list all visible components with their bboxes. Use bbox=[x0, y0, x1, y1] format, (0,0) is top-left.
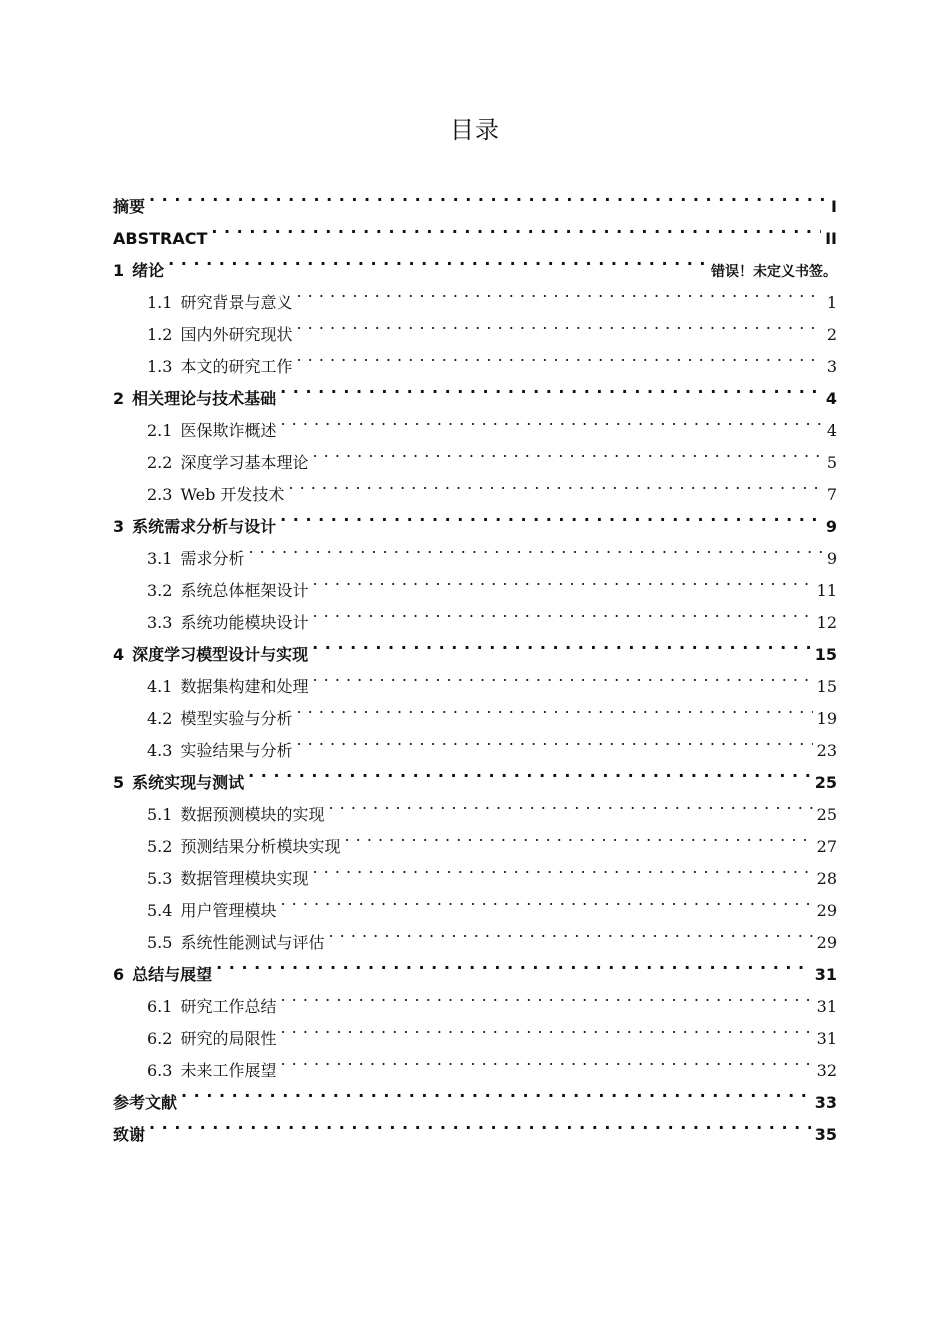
toc-dot-leader bbox=[248, 756, 811, 788]
toc-dot-leader bbox=[296, 276, 822, 308]
toc-entry-number: 6.3 bbox=[147, 1061, 173, 1080]
toc-page-number: 12 bbox=[816, 613, 837, 632]
table-of-contents bbox=[113, 180, 837, 1144]
toc-entry-number: 3.3 bbox=[147, 613, 173, 632]
toc-entry-number: 4.1 bbox=[147, 677, 173, 696]
toc-page-number: 19 bbox=[816, 709, 837, 728]
toc-entry-number: 3.2 bbox=[147, 581, 173, 600]
toc-entry-number: 2.1 bbox=[147, 421, 173, 440]
toc-dot-leader bbox=[312, 436, 822, 468]
toc-page-number: 31 bbox=[816, 997, 837, 1016]
toc-entry-title: Web 开发技术 bbox=[180, 485, 285, 504]
toc-dot-leader bbox=[296, 724, 812, 756]
toc-page-number: 32 bbox=[816, 1061, 837, 1080]
toc-page-number: I bbox=[831, 197, 837, 216]
toc-entry-title: 系统功能模块设计 bbox=[180, 613, 309, 632]
toc-page-number: 25 bbox=[814, 773, 837, 792]
toc-entry-title: 数据集构建和处理 bbox=[180, 677, 309, 696]
toc-entry-title: ABSTRACT bbox=[113, 229, 208, 248]
toc-page-number: 1 bbox=[826, 293, 837, 312]
toc-dot-leader bbox=[296, 308, 822, 340]
toc-entry-title: 绪论 bbox=[132, 261, 165, 280]
toc-dot-leader bbox=[168, 244, 707, 276]
toc-page-number: 4 bbox=[825, 389, 837, 408]
toc-entry-number: 4.2 bbox=[147, 709, 173, 728]
toc-entry-title: 深度学习模型设计与实现 bbox=[132, 645, 309, 664]
toc-entry-number: 1 bbox=[113, 261, 125, 280]
toc-dot-leader bbox=[280, 372, 822, 404]
toc-entry-title: 本文的研究工作 bbox=[180, 357, 293, 376]
toc-entry-number: 5.5 bbox=[147, 933, 173, 952]
toc-entry-title: 总结与展望 bbox=[132, 965, 213, 984]
toc-dot-leader bbox=[248, 532, 822, 564]
toc-entry-number: 2.3 bbox=[147, 485, 173, 504]
toc-page-number: 25 bbox=[816, 805, 837, 824]
toc-dot-leader bbox=[328, 788, 812, 820]
toc-entry-title: 摘要 bbox=[113, 197, 146, 216]
toc-entry-title: 研究的局限性 bbox=[180, 1029, 277, 1048]
toc-entry-number: 5.3 bbox=[147, 869, 173, 888]
toc-entry-number: 5.1 bbox=[147, 805, 173, 824]
toc-chapter-entry[interactable] bbox=[113, 1108, 837, 1144]
toc-page-number: 23 bbox=[816, 741, 837, 760]
toc-entry-title: 参考文献 bbox=[113, 1093, 178, 1112]
toc-entry-number: 2.2 bbox=[147, 453, 173, 472]
toc-entry-number: 1.3 bbox=[147, 357, 173, 376]
toc-entry-number: 6 bbox=[113, 965, 125, 984]
toc-dot-leader bbox=[280, 500, 822, 532]
toc-entry-title: 需求分析 bbox=[180, 549, 245, 568]
toc-chapter-entry[interactable] bbox=[113, 948, 837, 984]
toc-dot-leader bbox=[149, 1108, 811, 1140]
toc-entry-number: 3 bbox=[113, 517, 125, 536]
toc-dot-leader bbox=[312, 852, 812, 884]
toc-entry-number: 3.1 bbox=[147, 549, 173, 568]
toc-chapter-entry[interactable] bbox=[113, 180, 837, 216]
toc-page-number: 31 bbox=[814, 965, 837, 984]
toc-section-entry[interactable] bbox=[113, 980, 837, 1016]
toc-entry-title: 用户管理模块 bbox=[180, 901, 277, 920]
toc-entry-number: 4.3 bbox=[147, 741, 173, 760]
toc-page-number: 31 bbox=[816, 1029, 837, 1048]
toc-page-number: 4 bbox=[826, 421, 837, 440]
toc-entry-number: 5.4 bbox=[147, 901, 173, 920]
toc-entry-title: 预测结果分析模块实现 bbox=[180, 837, 341, 856]
toc-dot-leader bbox=[296, 692, 812, 724]
toc-entry-title: 系统需求分析与设计 bbox=[132, 517, 277, 536]
toc-dot-leader bbox=[312, 596, 812, 628]
toc-page-number: 29 bbox=[816, 901, 837, 920]
toc-entry-number: 4 bbox=[113, 645, 125, 664]
toc-dot-leader bbox=[312, 628, 811, 660]
toc-page-number: 7 bbox=[826, 485, 837, 504]
toc-chapter-entry[interactable] bbox=[113, 244, 837, 280]
toc-page-number: 35 bbox=[814, 1125, 837, 1144]
toc-chapter-entry[interactable] bbox=[113, 1076, 837, 1112]
toc-dot-leader bbox=[280, 980, 812, 1012]
toc-page-number: 27 bbox=[816, 837, 837, 856]
toc-page-number: 15 bbox=[816, 677, 837, 696]
toc-dot-leader bbox=[312, 660, 812, 692]
toc-section-entry[interactable] bbox=[113, 276, 837, 312]
toc-page-number: 29 bbox=[816, 933, 837, 952]
toc-entry-title: 实验结果与分析 bbox=[180, 741, 293, 760]
page-title: 目录 bbox=[450, 116, 500, 144]
toc-chapter-entry[interactable] bbox=[113, 212, 837, 248]
toc-entry-number: 5 bbox=[113, 773, 125, 792]
toc-entry-title: 数据管理模块实现 bbox=[180, 869, 309, 888]
toc-entry-title: 国内外研究现状 bbox=[180, 325, 293, 344]
toc-dot-leader bbox=[211, 212, 821, 244]
toc-dot-leader bbox=[280, 1012, 812, 1044]
toc-page-number: 5 bbox=[826, 453, 837, 472]
toc-dot-leader bbox=[328, 916, 812, 948]
toc-entry-number: 2 bbox=[113, 389, 125, 408]
toc-dot-leader bbox=[288, 468, 822, 500]
toc-dot-leader bbox=[181, 1076, 811, 1108]
toc-entry-title: 系统实现与测试 bbox=[132, 773, 245, 792]
toc-dot-leader bbox=[280, 884, 812, 916]
toc-entry-title: 未来工作展望 bbox=[180, 1061, 277, 1080]
toc-entry-title: 研究背景与意义 bbox=[180, 293, 293, 312]
toc-page-number: 11 bbox=[816, 581, 837, 600]
toc-entry-number: 1.1 bbox=[147, 293, 173, 312]
toc-entry-title: 深度学习基本理论 bbox=[180, 453, 309, 472]
toc-page-number: 3 bbox=[826, 357, 837, 376]
toc-dot-leader bbox=[280, 1044, 812, 1076]
toc-entry-number: 1.2 bbox=[147, 325, 173, 344]
toc-dot-leader bbox=[280, 404, 822, 436]
toc-entry-title: 研究工作总结 bbox=[180, 997, 277, 1016]
toc-page-number: 33 bbox=[814, 1093, 837, 1112]
toc-page-number: 2 bbox=[826, 325, 837, 344]
toc-entry-number: 6.1 bbox=[147, 997, 173, 1016]
toc-page-number: 28 bbox=[816, 869, 837, 888]
toc-entry-title: 医保欺诈概述 bbox=[180, 421, 277, 440]
toc-dot-leader bbox=[216, 948, 811, 980]
toc-entry-title: 相关理论与技术基础 bbox=[132, 389, 277, 408]
toc-entry-title: 模型实验与分析 bbox=[180, 709, 293, 728]
toc-entry-number: 6.2 bbox=[147, 1029, 173, 1048]
toc-entry-number: 5.2 bbox=[147, 837, 173, 856]
toc-page-number: 15 bbox=[814, 645, 837, 664]
toc-entry-title: 系统性能测试与评估 bbox=[180, 933, 325, 952]
toc-entry-title: 数据预测模块的实现 bbox=[180, 805, 325, 824]
toc-dot-leader bbox=[344, 820, 812, 852]
toc-entry-title: 系统总体框架设计 bbox=[180, 581, 309, 600]
toc-page-number: 9 bbox=[825, 517, 837, 536]
toc-dot-leader bbox=[312, 564, 812, 596]
toc-dot-leader bbox=[296, 340, 822, 372]
toc-dot-leader bbox=[149, 180, 827, 212]
toc-page-number: 9 bbox=[826, 549, 837, 568]
toc-entry-title: 致谢 bbox=[113, 1125, 146, 1144]
toc-page-number: 错误！未定义书签。 bbox=[711, 264, 837, 280]
toc-page-number: II bbox=[825, 229, 837, 248]
